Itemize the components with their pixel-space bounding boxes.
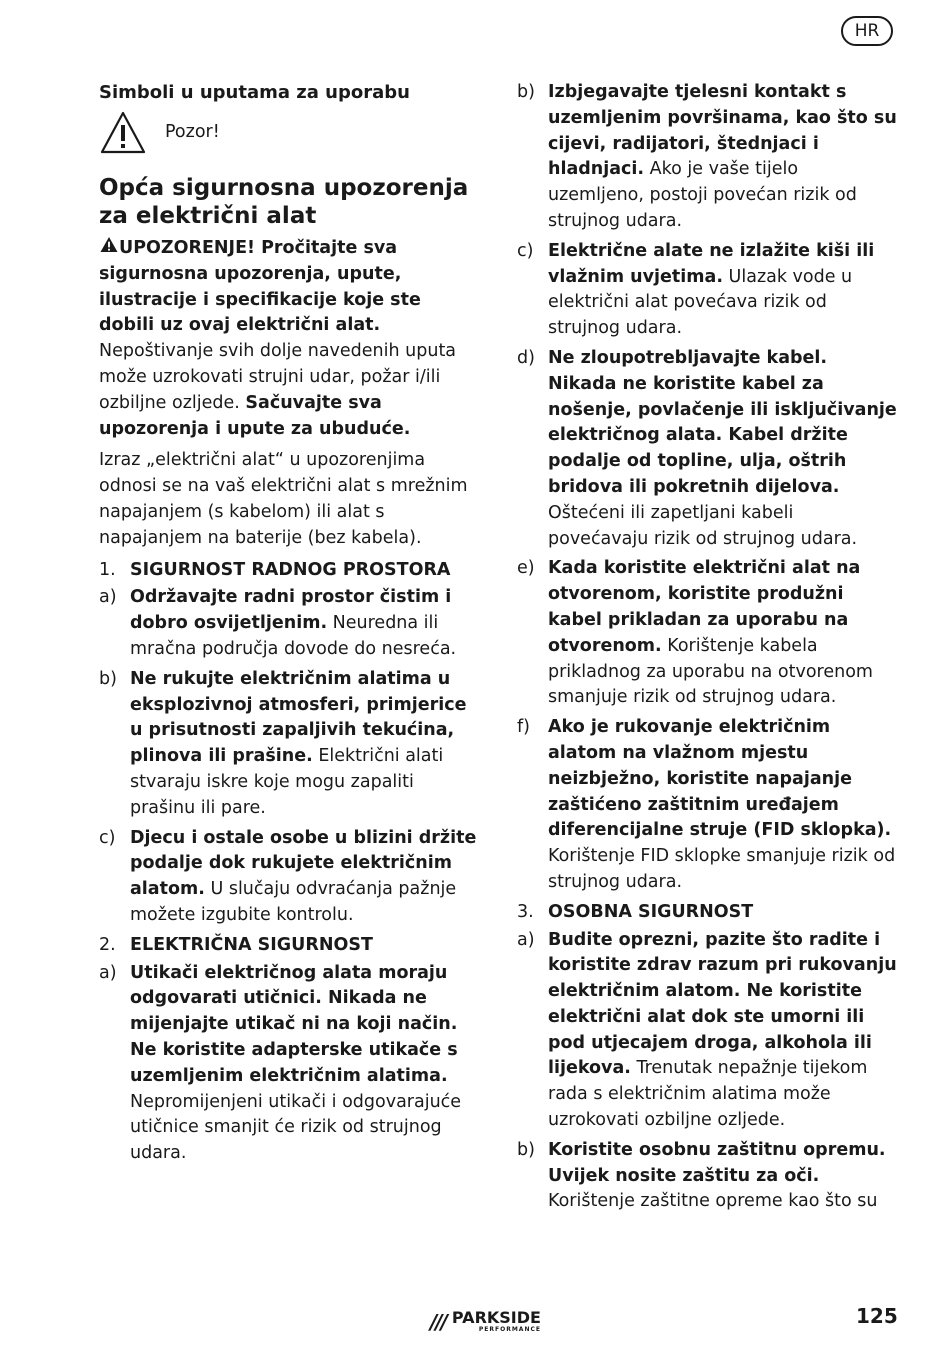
item-text: Korištenje kabela prikladnog za uporabu na otvorenom smanjuje rizik od strujnog udara.: [548, 635, 873, 708]
list-item: [517, 1138, 899, 1215]
section-number: 2.: [99, 934, 116, 955]
left-column: [99, 80, 481, 1171]
list-item: [517, 556, 899, 711]
symbols-title: Simboli u uputama za uporabu: [99, 82, 410, 103]
section-2-header: [99, 933, 481, 959]
list-item: [517, 239, 899, 342]
item-bold: Ne rukujte električnim alatima u eksplozivnoj atmosferi, primjerice u prisutnosti zapaljivih tekućina, plinova ili prašine.: [130, 668, 467, 767]
page-number: 125: [856, 1304, 898, 1328]
section-title: SIGURNOST RADNOG PROSTORA: [130, 559, 451, 580]
item-bold: Koristite osobnu zaštitnu opremu. Uvijek nosite zaštitu za oči.: [548, 1139, 886, 1186]
list-item: [99, 585, 481, 662]
item-bold: Ne zloupotrebljavajte kabel. Nikada ne koristite kabel za nošenje, povlačenje ili isključivanje električnog alata. Kabel držite podalje od topline, ulja, oštrih bridova ili pokretnih dijelova.: [548, 347, 897, 497]
item-text: Ako je vaše tijelo uzemljeno, postoji povećan rizik od strujnog udara.: [548, 159, 857, 231]
item-bold: Djecu i ostale osobe u blizini držite podalje dok rukujete električnim alatom.: [130, 827, 477, 900]
parkside-logo: [430, 1310, 541, 1334]
item-bold: Kada koristite električni alat na otvorenom, koristite produžni kabel prikladan za uporabu na otvorenom.: [548, 558, 861, 656]
item-text: U slučaju odvraćanja pažnje možete izgubite kontrolu.: [130, 879, 457, 925]
warning-bold: UPOZORENJE! Pročitajte sva sigurnosna upozorenja, upute, ilustracije i specifikacije koje ste dobili uz ovaj električni alat.: [99, 238, 421, 336]
item-label: c): [99, 827, 116, 848]
logo-slashes-icon: ///: [430, 1310, 446, 1334]
list-item: [99, 961, 481, 1167]
section-title: OSOBNA SIGURNOST: [548, 901, 754, 922]
item-label: b): [99, 668, 117, 689]
item-text: Oštećeni ili zapetljani kabeli povećavaju rizik od strujnog udara.: [548, 502, 858, 549]
item-text: Trenutak nepažnje tijekom rada s električnim alatima može uzrokovati ozbiljne ozljede.: [548, 1058, 868, 1131]
warning-small-icon: [99, 236, 119, 253]
pozor-row: [99, 110, 481, 156]
logo-text: PARKSIDE: [451, 1308, 541, 1327]
item-bold: Održavajte radni prostor čistim i dobro osvijetljenim.: [130, 587, 452, 634]
item-text: Električni alati stvaraju iskre koje mogu zapaliti prašinu ili pare.: [130, 746, 444, 818]
item-bold: Utikači električnog alata moraju odgovarati utičnici. Nikada ne mijenjajte utikač ni na koji način. Ne koristite adapterske utikače s uzemljenim električnim alatima.: [130, 962, 458, 1086]
item-text: Neuredna ili mračna područja dovode do nesreća.: [130, 613, 457, 659]
item-label: f): [517, 717, 530, 738]
warning-bold-2: Sačuvajte sva upozorenja i upute za ubuduće.: [99, 392, 411, 439]
item-label: a): [517, 929, 535, 950]
page-heading: Opća sigurnosna upozorenja za električni alat: [99, 175, 469, 229]
logo-subtitle: PERFORMANCE: [478, 1326, 541, 1333]
section-1-header: [99, 558, 481, 584]
item-label: e): [517, 558, 535, 579]
item-label: b): [517, 82, 535, 102]
item-text: Nepromijenjeni utikači i odgovarajuće utičnice smanjit će rizik od strujnog udara.: [130, 1091, 462, 1164]
section-number: 3.: [517, 901, 534, 922]
warning-text: Nepoštivanje svih dolje navedenih uputa može uzrokovati strujni udar, požar i/ili ozbiljne ozljede.: [99, 341, 457, 413]
list-item: [517, 80, 899, 235]
warning-triangle-icon: [99, 110, 147, 156]
item-text: Ulazak vode u električni alat povećava rizik od strujnog udara.: [548, 266, 853, 339]
section-number: 1.: [99, 559, 116, 580]
item-bold: Ako je rukovanje električnim alatom na vlažnom mjestu neizbježno, koristite napajanje zaštićeno zaštitnim uređajem diferencijalne struje (FID sklopka).: [548, 717, 892, 841]
item-label: d): [517, 347, 535, 368]
section-title: ELEKTRIČNA SIGURNOST: [130, 934, 373, 955]
item-bold: Električne alate ne izlažite kiši ili vlažnim uvjetima.: [548, 240, 875, 287]
section-3-header: [517, 900, 899, 926]
right-column: [517, 80, 899, 1219]
warning-paragraph: [99, 236, 481, 442]
item-text: Korištenje zaštitne opreme kao što su: [548, 1191, 878, 1212]
item-text: Korištenje FID sklopke smanjuje rizik od strujnog udara.: [548, 846, 896, 892]
language-badge: HR: [841, 16, 893, 46]
item-label: c): [517, 240, 534, 261]
list-item: [517, 928, 899, 1134]
item-bold: Budite oprezni, pazite što radite i koristite zdrav razum pri rukovanju električnim alatom. Ne koristite električni alat dok ste umorni ili pod utjecajem droga, alkohola ili lijekova.: [548, 929, 897, 1079]
item-label: a): [99, 587, 117, 608]
item-bold: Izbjegavajte tjelesni kontakt s uzemljenim površinama, kao što su cijevi, radijatori, štednjaci i hladnjaci.: [548, 82, 897, 180]
list-item: [517, 346, 899, 552]
intro-paragraph: Izraz „električni alat“ u upozorenjima odnosi se na vaš električni alat s mrežnim napajanjem (s kabelom) ili alat s napajanjem na baterije (bez kabela).: [99, 450, 468, 548]
list-item: [99, 826, 481, 929]
list-item: [517, 715, 899, 896]
item-label: b): [517, 1139, 535, 1160]
pozor-label: Pozor!: [165, 122, 220, 143]
list-item: [99, 667, 481, 822]
item-label: a): [99, 962, 117, 983]
